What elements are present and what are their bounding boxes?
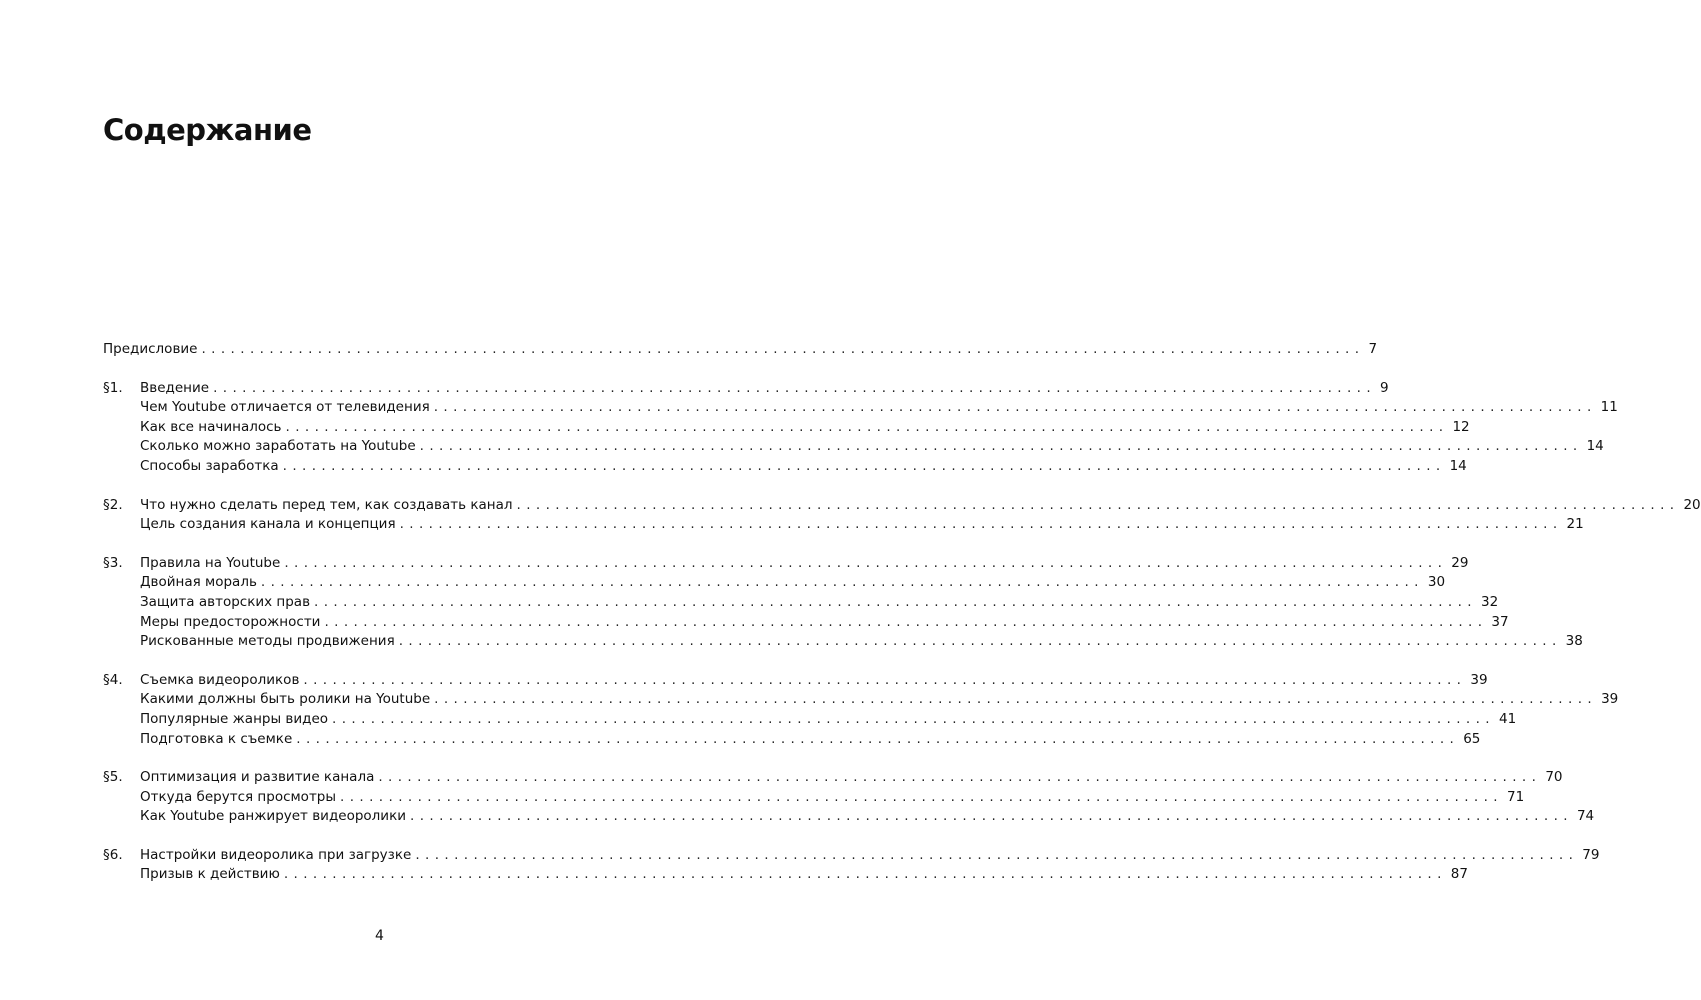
toc-entry-page: 37 xyxy=(1491,613,1509,630)
toc-entry-page: 21 xyxy=(1566,516,1584,533)
toc-entry-label: Предисловие xyxy=(103,341,198,357)
toc-entry-label: Способы заработка xyxy=(140,457,279,474)
toc-entry-page: 30 xyxy=(1427,574,1446,591)
toc-entry-label: Откуда берутся просмотры xyxy=(140,788,337,805)
toc-subentry xyxy=(103,632,1583,652)
toc-subentry xyxy=(103,398,1618,418)
toc-leader-dots: ........................................................................................................................ xyxy=(283,866,1447,883)
toc-entry-page: 39 xyxy=(1470,671,1488,688)
toc-entry-page: 71 xyxy=(1507,788,1525,805)
toc-leader-dots: ........................................................................................................................ xyxy=(213,379,1377,396)
toc-entry-label: Популярные жанры видео xyxy=(140,710,329,727)
toc-entry-label: Сколько можно заработать на Youtube xyxy=(140,438,416,455)
toc-subentry xyxy=(103,865,1468,885)
toc-leader-dots: ........................................................................................................................ xyxy=(260,574,1424,591)
toc-subentry xyxy=(103,437,1604,457)
toc-section-entry xyxy=(103,671,1488,691)
toc-subentry xyxy=(103,515,1584,535)
toc-entry-label: Что нужно сделать перед тем, как создавать канал xyxy=(140,496,513,513)
toc-section-entry xyxy=(103,768,1563,788)
toc-entry-page: 87 xyxy=(1450,866,1468,883)
toc-entry-label: Защита авторских прав xyxy=(140,593,311,610)
toc-leader-dots: ........................................................................................................................ xyxy=(516,496,1680,513)
toc-entry-label: Рискованные методы продвижения xyxy=(140,633,395,650)
toc-leader-dots: ........................................................................................................................ xyxy=(398,633,1562,650)
toc-leader-dots: ........................................................................................................................ xyxy=(415,846,1579,863)
toc-leader-dots: ........................................................................................................................ xyxy=(399,516,1563,533)
toc-entry-label: Какими должны быть ролики на Youtube xyxy=(140,691,431,708)
toc-leader-dots: ........................................................................................................................ xyxy=(314,593,1477,610)
page-title: Содержание xyxy=(103,113,312,147)
toc-leader-dots: ........................................................................................................................ xyxy=(433,399,1597,416)
toc-entry-page: 11 xyxy=(1600,399,1618,416)
toc-entry-page: 7 xyxy=(1368,341,1378,357)
toc-leader-dots: ........................................................................................................................ xyxy=(282,457,1446,474)
toc-entry-preface xyxy=(103,340,1378,360)
toc-section-entry xyxy=(103,554,1469,574)
toc-section-number: §3. xyxy=(103,554,123,571)
toc-section-number: §6. xyxy=(103,846,123,863)
toc-entry-page: 79 xyxy=(1582,846,1600,863)
toc-entry-label: Правила на Youtube xyxy=(140,554,281,571)
toc-leader-dots: ........................................................................................................................ xyxy=(340,788,1503,805)
toc-leader-dots: ........................................................................................................................ xyxy=(378,769,1542,786)
toc-entry-label: Подготовка к съемке xyxy=(140,730,293,747)
toc-leader-dots: ........................................................................................................................ xyxy=(296,730,1460,747)
toc-leader-dots: ........................................................................................................................ xyxy=(285,418,1449,435)
toc-entry-page: 32 xyxy=(1480,593,1499,610)
toc-entry-label: Настройки видеоролика при загрузке xyxy=(140,846,412,863)
toc-entry-label: Оптимизация и развитие канала xyxy=(140,769,375,786)
toc-section-entry xyxy=(103,496,1701,516)
toc-section-number: §5. xyxy=(103,769,123,786)
toc-entry-page: 12 xyxy=(1452,418,1470,435)
toc-entry-label: Как Youtube ранжирует видеоролики xyxy=(140,808,406,825)
toc-subentry xyxy=(103,807,1595,827)
toc-subentry xyxy=(103,613,1509,633)
toc-subentry xyxy=(103,788,1525,808)
toc-subentry xyxy=(103,573,1446,593)
toc-entry-label: Чем Youtube отличается от телевидения xyxy=(140,399,430,416)
toc-entry-label: Двойная мораль xyxy=(140,574,257,591)
toc-entry-page: 14 xyxy=(1449,457,1467,474)
toc-subentry xyxy=(103,418,1470,438)
toc-section-number: §2. xyxy=(103,496,123,513)
toc-entry-label: Введение xyxy=(140,379,210,396)
toc-entry-page: 38 xyxy=(1565,633,1583,650)
toc-entry-page: 14 xyxy=(1586,438,1604,455)
toc-entry-label: Призыв к действию xyxy=(140,866,280,883)
toc-entry-page: 9 xyxy=(1380,379,1389,396)
toc-entry-page: 65 xyxy=(1463,730,1481,747)
toc-leader-dots: ........................................................................................................................ xyxy=(324,613,1488,630)
toc-subentry xyxy=(103,593,1499,613)
toc-leader-dots: ........................................................................................................................ xyxy=(303,671,1467,688)
toc-entry-page: 29 xyxy=(1451,554,1469,571)
toc-entry-page: 20 xyxy=(1683,496,1701,513)
toc-leader-dots: ........................................................................................................................ xyxy=(419,438,1583,455)
toc-subentry xyxy=(103,730,1481,750)
toc-leader-dots: ........................................................................................................................ xyxy=(434,691,1598,708)
table-of-contents xyxy=(103,340,1701,885)
toc-leader-dots: ........................................................................................................................ xyxy=(201,341,1365,357)
toc-section-number: §4. xyxy=(103,671,123,688)
toc-section-entry xyxy=(103,846,1600,866)
toc-section-entry xyxy=(103,379,1389,399)
toc-subentry xyxy=(103,457,1467,477)
toc-entry-label: Как все начиналось xyxy=(140,418,282,435)
toc-subentry xyxy=(103,690,1619,710)
toc-entry-label: Цель создания канала и концепция xyxy=(140,516,396,533)
toc-leader-dots: ........................................................................................................................ xyxy=(284,554,1448,571)
toc-entry-page: 41 xyxy=(1499,710,1517,727)
toc-entry-page: 70 xyxy=(1545,769,1563,786)
toc-section-number: §1. xyxy=(103,379,123,396)
toc-leader-dots: ........................................................................................................................ xyxy=(332,710,1495,727)
toc-sections xyxy=(103,379,1701,885)
toc-entry-label: Съемка видеороликов xyxy=(140,671,300,688)
page-number: 4 xyxy=(375,928,384,944)
toc-entry-page: 74 xyxy=(1576,808,1595,825)
toc-entry-label: Меры предосторожности xyxy=(140,613,321,630)
toc-subentry xyxy=(103,710,1517,730)
toc-entry-page: 39 xyxy=(1601,691,1619,708)
toc-leader-dots: ........................................................................................................................ xyxy=(410,808,1573,825)
